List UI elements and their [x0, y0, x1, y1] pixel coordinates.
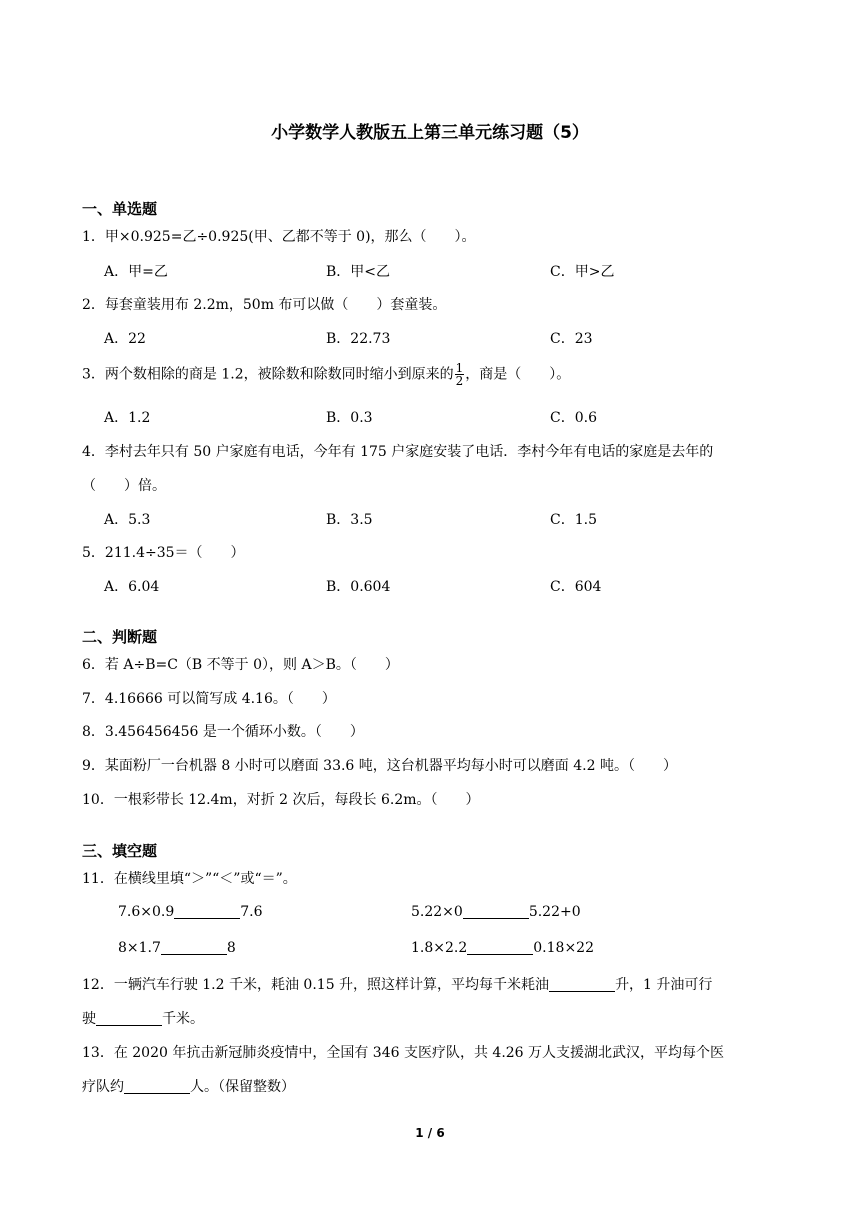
q5-option-a: A．6.04 [104, 579, 160, 595]
answer-blank[interactable] [96, 1011, 162, 1026]
question-13-line-2 [82, 1076, 295, 1096]
expression: 7.6×0.9 [118, 904, 175, 920]
question-8: 8．3.456456456 是一个循环小数。（ ） [82, 724, 364, 740]
expression: 5.22+0 [528, 904, 581, 920]
question-12-line-1 [82, 974, 712, 994]
q3-option-a: A．1.2 [104, 410, 151, 426]
question-10: 10．一根彩带长 12.4m，对折 2 次后，每段长 6.2m。（ ） [82, 792, 480, 808]
q12-text: 千米。 [162, 1011, 204, 1027]
fraction-denominator: 2 [455, 374, 464, 388]
q2-option-b: B．22.73 [326, 331, 391, 347]
q3-text-end: ，商是（ ）。 [465, 366, 571, 383]
question-9: 9．某面粉厂一台机器 8 小时可以磨面 33.6 吨，这台机器平均每小时可以磨面 4.2 吨。（ ） [82, 758, 677, 774]
answer-blank[interactable] [463, 904, 529, 919]
question-12-line-2 [82, 1008, 204, 1028]
q11-comparison-3 [118, 940, 236, 956]
q12-text: 驶 [82, 1011, 96, 1027]
question-6: 6．若 A÷B=C（B 不等于 0），则 A＞B。（ ） [82, 657, 399, 673]
answer-blank[interactable] [161, 940, 227, 955]
fraction [455, 362, 465, 387]
expression: 0.18×22 [533, 940, 594, 956]
question-5: 5．211.4÷35＝（ ） [82, 545, 245, 561]
expression: 5.22×0 [411, 904, 463, 920]
fraction-numerator: 1 [455, 361, 464, 375]
question-11: 11．在横线里填“＞”“＜”或“＝”。 [82, 871, 297, 887]
q11-comparison-2 [411, 904, 581, 920]
q5-option-b: B．0.604 [326, 579, 391, 595]
q2-option-a: A．22 [104, 331, 146, 347]
answer-blank[interactable] [467, 940, 533, 955]
q4-option-a: A．5.3 [104, 512, 151, 528]
q5-option-c: C．604 [550, 579, 602, 595]
expression: 1.8×2.2 [411, 940, 468, 956]
q13-text: 疗队约 [82, 1079, 124, 1095]
q3-option-b: B．0.3 [326, 410, 373, 426]
q2-option-c: C．23 [550, 331, 593, 347]
question-3 [82, 362, 570, 387]
q1-option-c: C．甲>乙 [550, 264, 615, 280]
expression: 8 [226, 940, 236, 956]
q3-text-start: 3．两个数相除的商是 1.2，被除数和除数同时缩小到原来的 [82, 366, 454, 383]
section-heading-fill-blank: 三、填空题 [82, 842, 158, 860]
question-4-line-2: （ ）倍。 [82, 478, 166, 494]
section-heading-true-false: 二、判断题 [82, 628, 158, 646]
q4-option-b: B．3.5 [326, 512, 373, 528]
question-7: 7．4.16666 可以简写成 4.16。（ ） [82, 691, 336, 707]
q3-option-c: C．0.6 [550, 410, 597, 426]
section-heading-single-choice: 一、单选题 [82, 200, 158, 218]
q1-option-b: B．甲<乙 [326, 264, 391, 280]
question-4-line-1: 4．李村去年只有 50 户家庭有电话，今年有 175 户家庭安装了电话．李村今年有电话的家庭是去年的 [82, 444, 714, 460]
answer-blank[interactable] [124, 1079, 190, 1094]
q11-comparison-4 [411, 940, 594, 956]
q13-text: 人。（保留整数） [190, 1079, 295, 1095]
question-2: 2．每套童装用布 2.2m，50m 布可以做（ ）套童装。 [82, 297, 447, 313]
q12-text: 12．一辆汽车行驶 1.2 千米，耗油 0.15 升，照这样计算，平均每千米耗油 [82, 977, 550, 993]
answer-blank[interactable] [174, 904, 240, 919]
expression: 7.6 [240, 904, 263, 920]
page-number: 1 / 6 [415, 1126, 445, 1140]
q12-text: 升，1 升油可行 [615, 977, 713, 993]
answer-blank[interactable] [549, 977, 615, 992]
q4-option-c: C．1.5 [550, 512, 597, 528]
q11-comparison-1 [118, 904, 263, 920]
question-13-line-1: 13．在 2020 年抗击新冠肺炎疫情中，全国有 346 支医疗队，共 4.26 万人支援湖北武汉，平均每个医 [82, 1045, 725, 1061]
question-1: 1．甲×0.925=乙÷0.925(甲、乙都不等于 0)，那么（ ）。 [82, 229, 476, 245]
expression: 8×1.7 [118, 940, 161, 956]
page-title: 小学数学人教版五上第三单元练习题（5） [271, 123, 589, 143]
q1-option-a: A．甲=乙 [104, 264, 168, 280]
